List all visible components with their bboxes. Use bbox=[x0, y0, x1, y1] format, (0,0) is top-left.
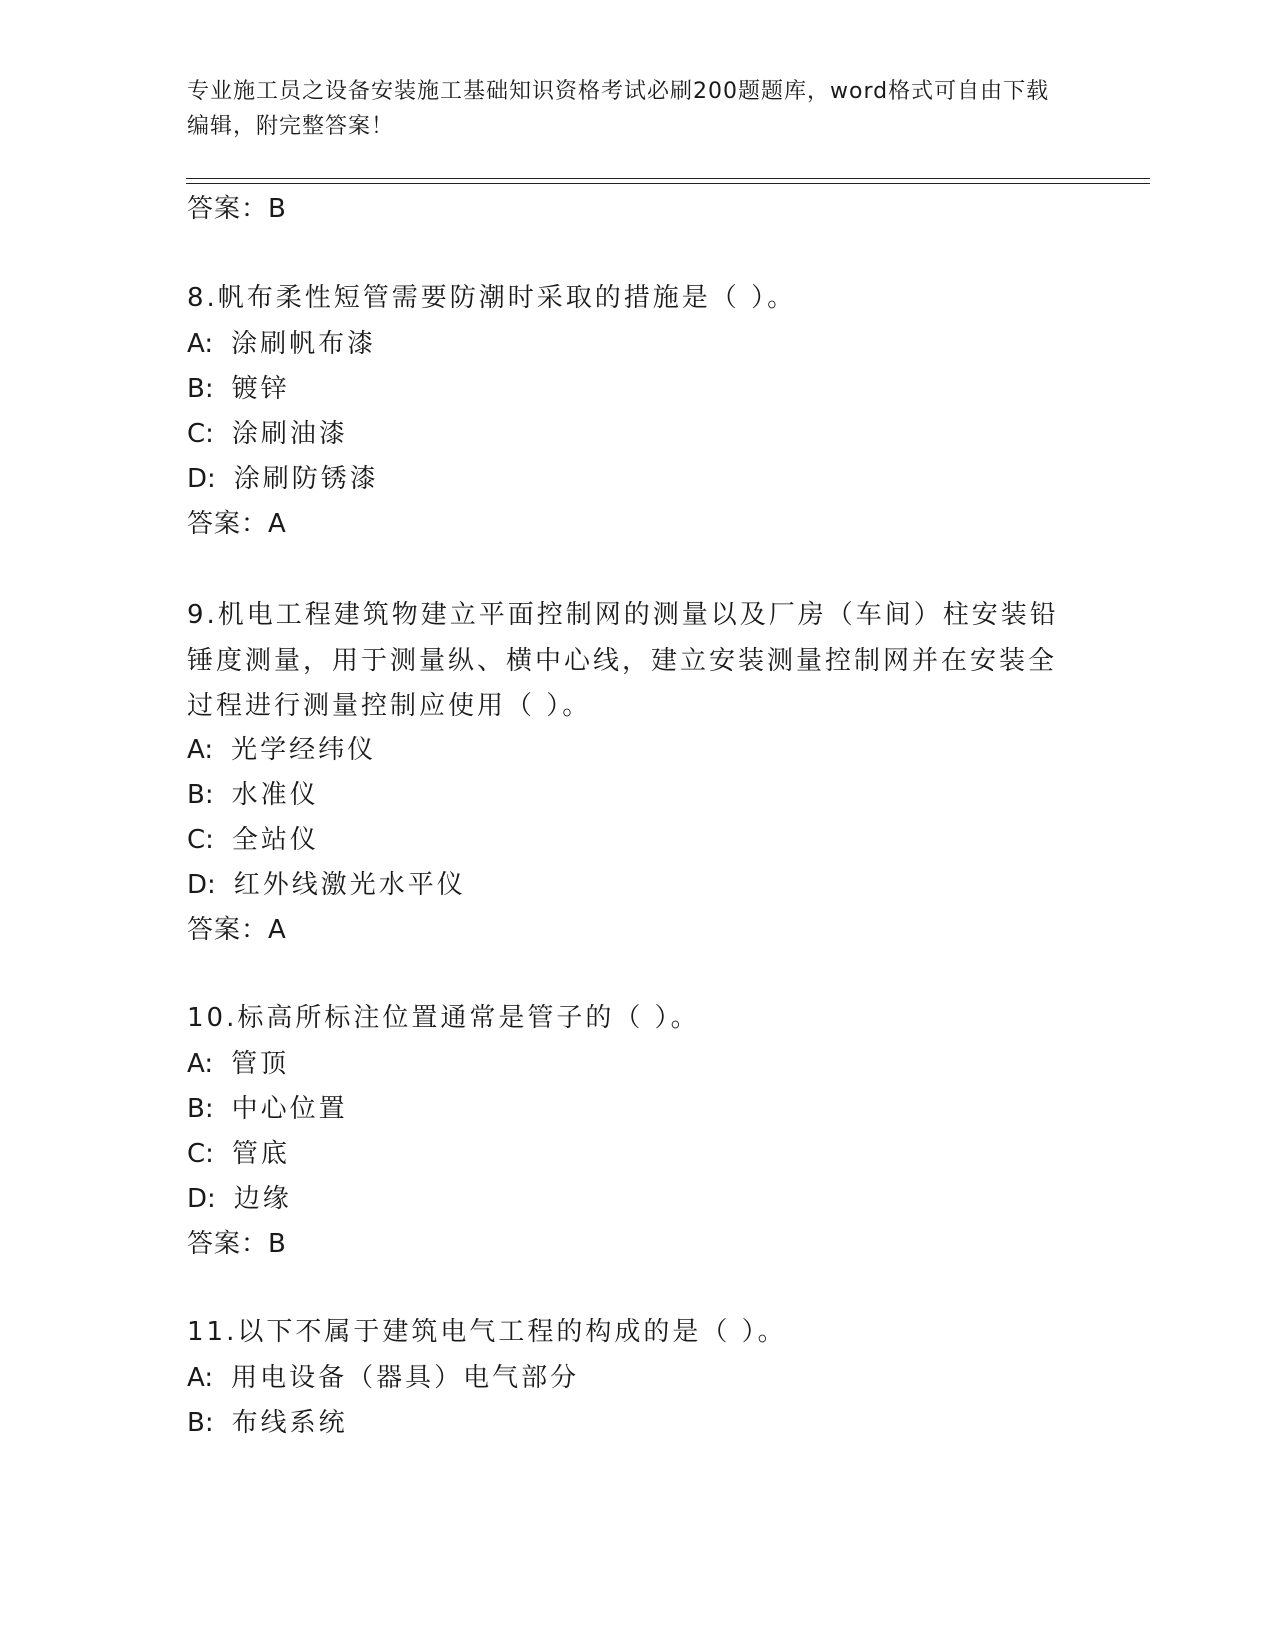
option-text: 涂刷防锈漆 bbox=[233, 464, 379, 494]
header-divider-line bbox=[186, 183, 1150, 184]
option-letter: C: bbox=[187, 419, 214, 449]
option-text: 水准仪 bbox=[231, 780, 319, 810]
option-d bbox=[187, 461, 379, 497]
option-text: 管顶 bbox=[231, 1049, 290, 1079]
option-letter: C: bbox=[187, 825, 214, 855]
option-letter: D: bbox=[187, 870, 216, 900]
option-letter: B: bbox=[187, 374, 214, 404]
header-divider-line bbox=[186, 178, 1150, 179]
option-letter: B: bbox=[187, 780, 214, 810]
option-text: 用电设备（器具）电气部分 bbox=[231, 1363, 580, 1393]
option-b bbox=[187, 777, 319, 813]
question-stem: 11.以下不属于建筑电气工程的构成的是（ ）。 bbox=[187, 1317, 787, 1347]
option-text: 布线系统 bbox=[231, 1408, 348, 1438]
answer-line: 答案：A bbox=[187, 509, 287, 539]
option-a bbox=[187, 326, 376, 362]
option-letter: A: bbox=[187, 1363, 214, 1393]
option-text: 边缘 bbox=[233, 1184, 292, 1214]
option-c bbox=[187, 416, 348, 452]
option-a bbox=[187, 1360, 579, 1396]
option-b bbox=[187, 1405, 348, 1441]
option-letter: B: bbox=[187, 1094, 214, 1124]
option-letter: D: bbox=[187, 1184, 216, 1214]
question-stem: 10.标高所标注位置通常是管子的（ ）。 bbox=[187, 1003, 700, 1033]
option-c bbox=[187, 1136, 290, 1172]
answer-line: 答案：A bbox=[187, 915, 287, 945]
option-letter: A: bbox=[187, 735, 214, 765]
option-letter: D: bbox=[187, 464, 216, 494]
option-letter: A: bbox=[187, 329, 214, 359]
option-b bbox=[187, 1091, 348, 1127]
option-b bbox=[187, 371, 290, 407]
option-letter: A: bbox=[187, 1049, 214, 1079]
option-a bbox=[187, 1046, 289, 1082]
option-letter: B: bbox=[187, 1408, 214, 1438]
document-header: 专业施工员之设备安装施工基础知识资格考试必刷200题题库，word格式可自由下载编辑，附完整答案！ bbox=[187, 79, 1050, 139]
answer-line: 答案：B bbox=[187, 194, 287, 224]
option-text: 全站仪 bbox=[231, 825, 319, 855]
option-text: 涂刷油漆 bbox=[231, 419, 348, 449]
option-text: 中心位置 bbox=[231, 1094, 348, 1124]
option-text: 涂刷帆布漆 bbox=[231, 329, 377, 359]
answer-line: 答案：B bbox=[187, 1229, 287, 1259]
option-text: 镀锌 bbox=[231, 374, 290, 404]
option-letter: C: bbox=[187, 1139, 214, 1169]
question-stem: 8.帆布柔性短管需要防潮时采取的措施是（ ）。 bbox=[187, 283, 797, 313]
option-a bbox=[187, 732, 376, 768]
question-stem: 9.机电工程建筑物建立平面控制网的测量以及厂房（车间）柱安装铅锤度测量，用于测量纵、横中心线，建立安装测量控制网并在安装全过程进行测量控制应使用（ ）。 bbox=[187, 600, 1059, 721]
option-d bbox=[187, 1181, 292, 1217]
option-text: 红外线激光水平仪 bbox=[233, 870, 466, 900]
option-c bbox=[187, 822, 319, 858]
option-text: 光学经纬仪 bbox=[231, 735, 377, 765]
option-text: 管底 bbox=[231, 1139, 290, 1169]
option-d bbox=[187, 867, 466, 903]
